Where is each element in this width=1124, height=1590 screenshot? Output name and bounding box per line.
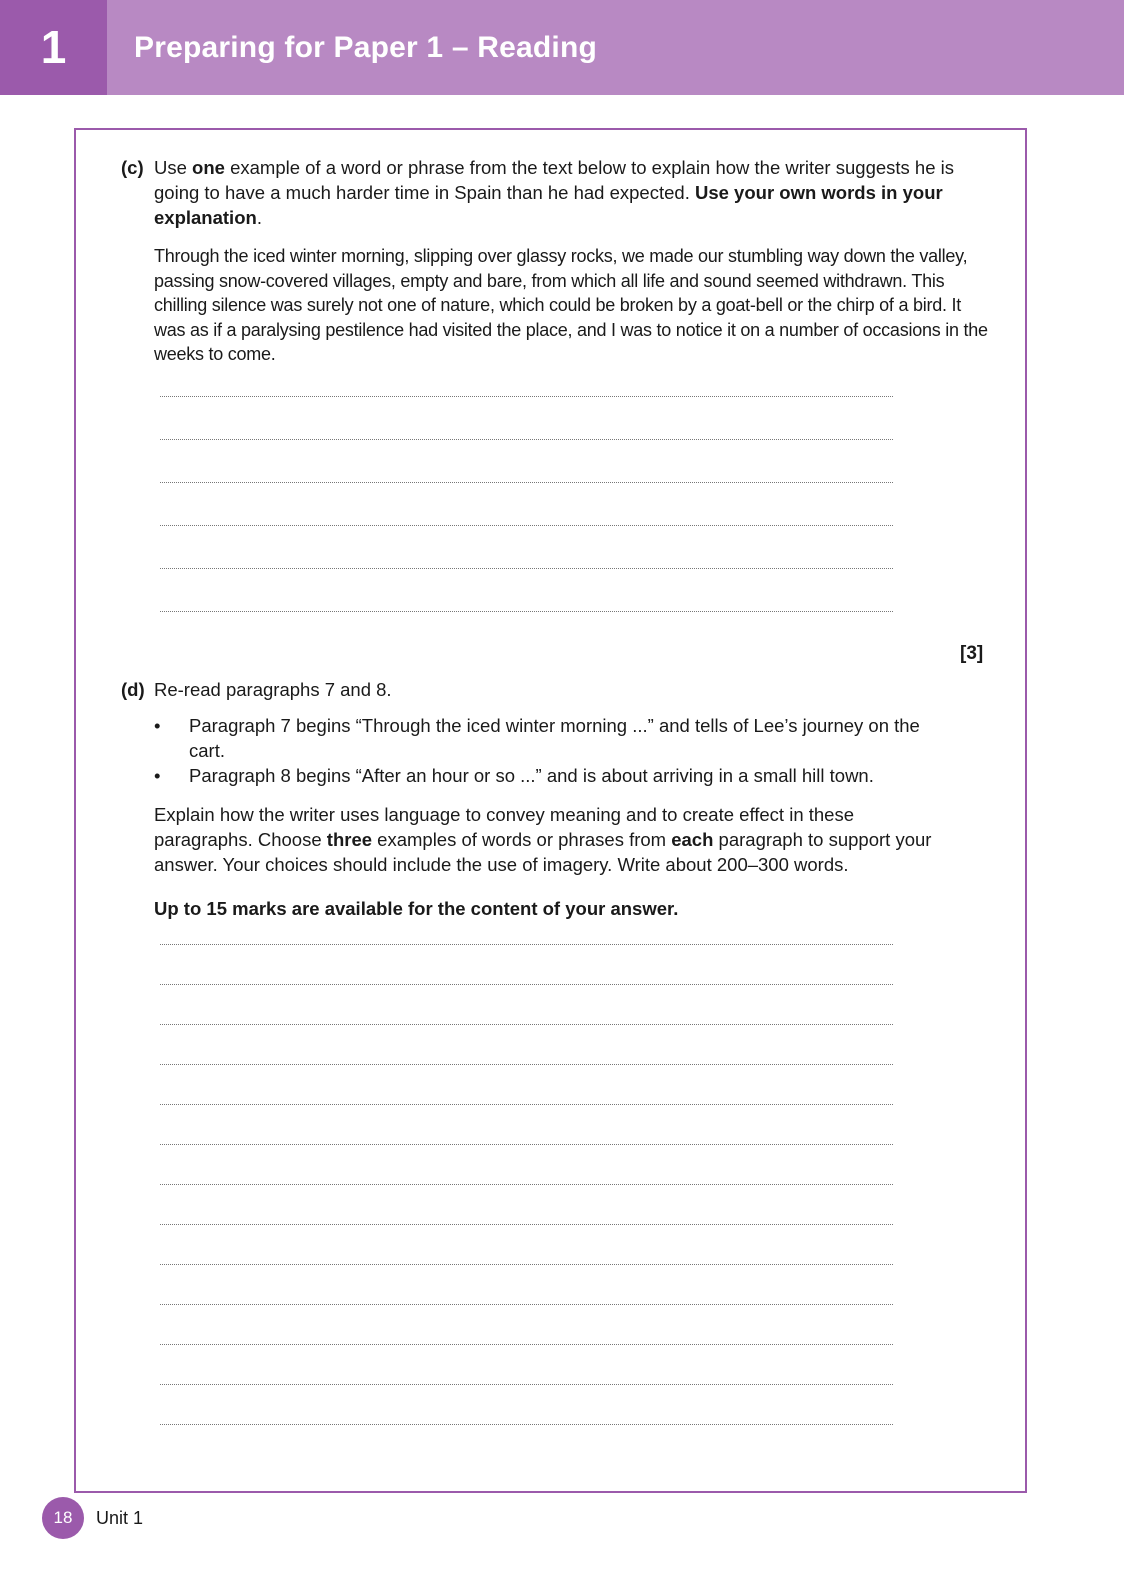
list-item bbox=[154, 713, 934, 763]
instruction-text-part: Explain how the writer uses language to convey meaning and to create effect in these paragraphs. Choose bbox=[154, 804, 855, 850]
question-d-intro: Re-read paragraphs 7 and 8. bbox=[154, 679, 392, 700]
question-c-text bbox=[154, 155, 991, 230]
question-c-instruction: Use your own words in your explanation bbox=[154, 182, 943, 228]
answer-line[interactable] bbox=[160, 1384, 893, 1385]
marks-available-note: Up to 15 marks are available for the content of your answer. bbox=[154, 898, 679, 919]
question-c-emphasis-one: one bbox=[192, 157, 225, 178]
answer-line[interactable] bbox=[160, 1424, 893, 1425]
page-number-badge: 18 bbox=[42, 1497, 84, 1539]
answer-line[interactable] bbox=[160, 1344, 893, 1345]
list-item-text: Paragraph 8 begins “After an hour or so ...” and is about arriving in a small hill town. bbox=[189, 765, 874, 786]
answer-line[interactable] bbox=[160, 1304, 893, 1305]
answer-line[interactable] bbox=[160, 1064, 893, 1065]
instruction-text-part: paragraph to support your answer. Your choices should include the use of imagery. Write about 200–300 words. bbox=[154, 829, 932, 875]
answer-line[interactable] bbox=[160, 1224, 893, 1225]
question-c-text-part: Use bbox=[154, 157, 193, 178]
emphasis-three: three bbox=[326, 829, 373, 850]
instruction-text-part: examples of words or phrases from bbox=[372, 829, 672, 850]
answer-line[interactable] bbox=[160, 611, 893, 612]
question-c-text-part: . bbox=[256, 207, 262, 228]
chapter-number: 1 bbox=[0, 0, 107, 95]
answer-line[interactable] bbox=[160, 568, 893, 569]
question-d-instructions bbox=[154, 802, 934, 877]
answer-line[interactable] bbox=[160, 482, 893, 483]
answer-line[interactable] bbox=[160, 396, 893, 397]
bullet-point: • bbox=[154, 715, 161, 736]
page-title: Preparing for Paper 1 – Reading bbox=[134, 31, 597, 64]
answer-line[interactable] bbox=[160, 1264, 893, 1265]
answer-line[interactable] bbox=[160, 1144, 893, 1145]
answer-line[interactable] bbox=[160, 1104, 893, 1105]
list-item-text: Paragraph 7 begins “Through the iced winter morning ...” and tells of Lee’s journey on the cart. bbox=[189, 715, 920, 761]
answer-line[interactable] bbox=[160, 944, 893, 945]
emphasis-each: each bbox=[671, 829, 714, 850]
paragraph-list bbox=[154, 713, 934, 788]
question-d bbox=[121, 677, 991, 702]
answer-line[interactable] bbox=[160, 984, 893, 985]
question-d-label: (d) bbox=[121, 679, 145, 700]
answer-line[interactable] bbox=[160, 525, 893, 526]
answer-line[interactable] bbox=[160, 1024, 893, 1025]
question-c-label: (c) bbox=[121, 157, 144, 178]
extract-passage: Through the iced winter morning, slipping over glassy rocks, we made our stumbling way down the valley, passing snow-covered villages, empty and bare, from which all life and sound seemed withdrawn. This chilling silence was surely not one of nature, which could be broken by a goat-bell or the chirp of a bird. It was as if a paralysing pestilence had visited the place, and I was to notice it on a number of occasions in the weeks to come. bbox=[154, 246, 988, 365]
unit-label: Unit 1 bbox=[96, 1508, 144, 1528]
answer-line[interactable] bbox=[160, 439, 893, 440]
bullet-point: • bbox=[154, 765, 161, 786]
page-header bbox=[0, 0, 1124, 95]
answer-line[interactable] bbox=[160, 1184, 893, 1185]
question-c bbox=[121, 155, 991, 230]
list-item bbox=[154, 763, 934, 788]
marks-badge: [3] bbox=[960, 643, 984, 664]
question-c-text-part: example of a word or phrase from the text below to explain how the writer suggests he is going to have a much harder time in Spain than he had expected. bbox=[154, 157, 954, 203]
